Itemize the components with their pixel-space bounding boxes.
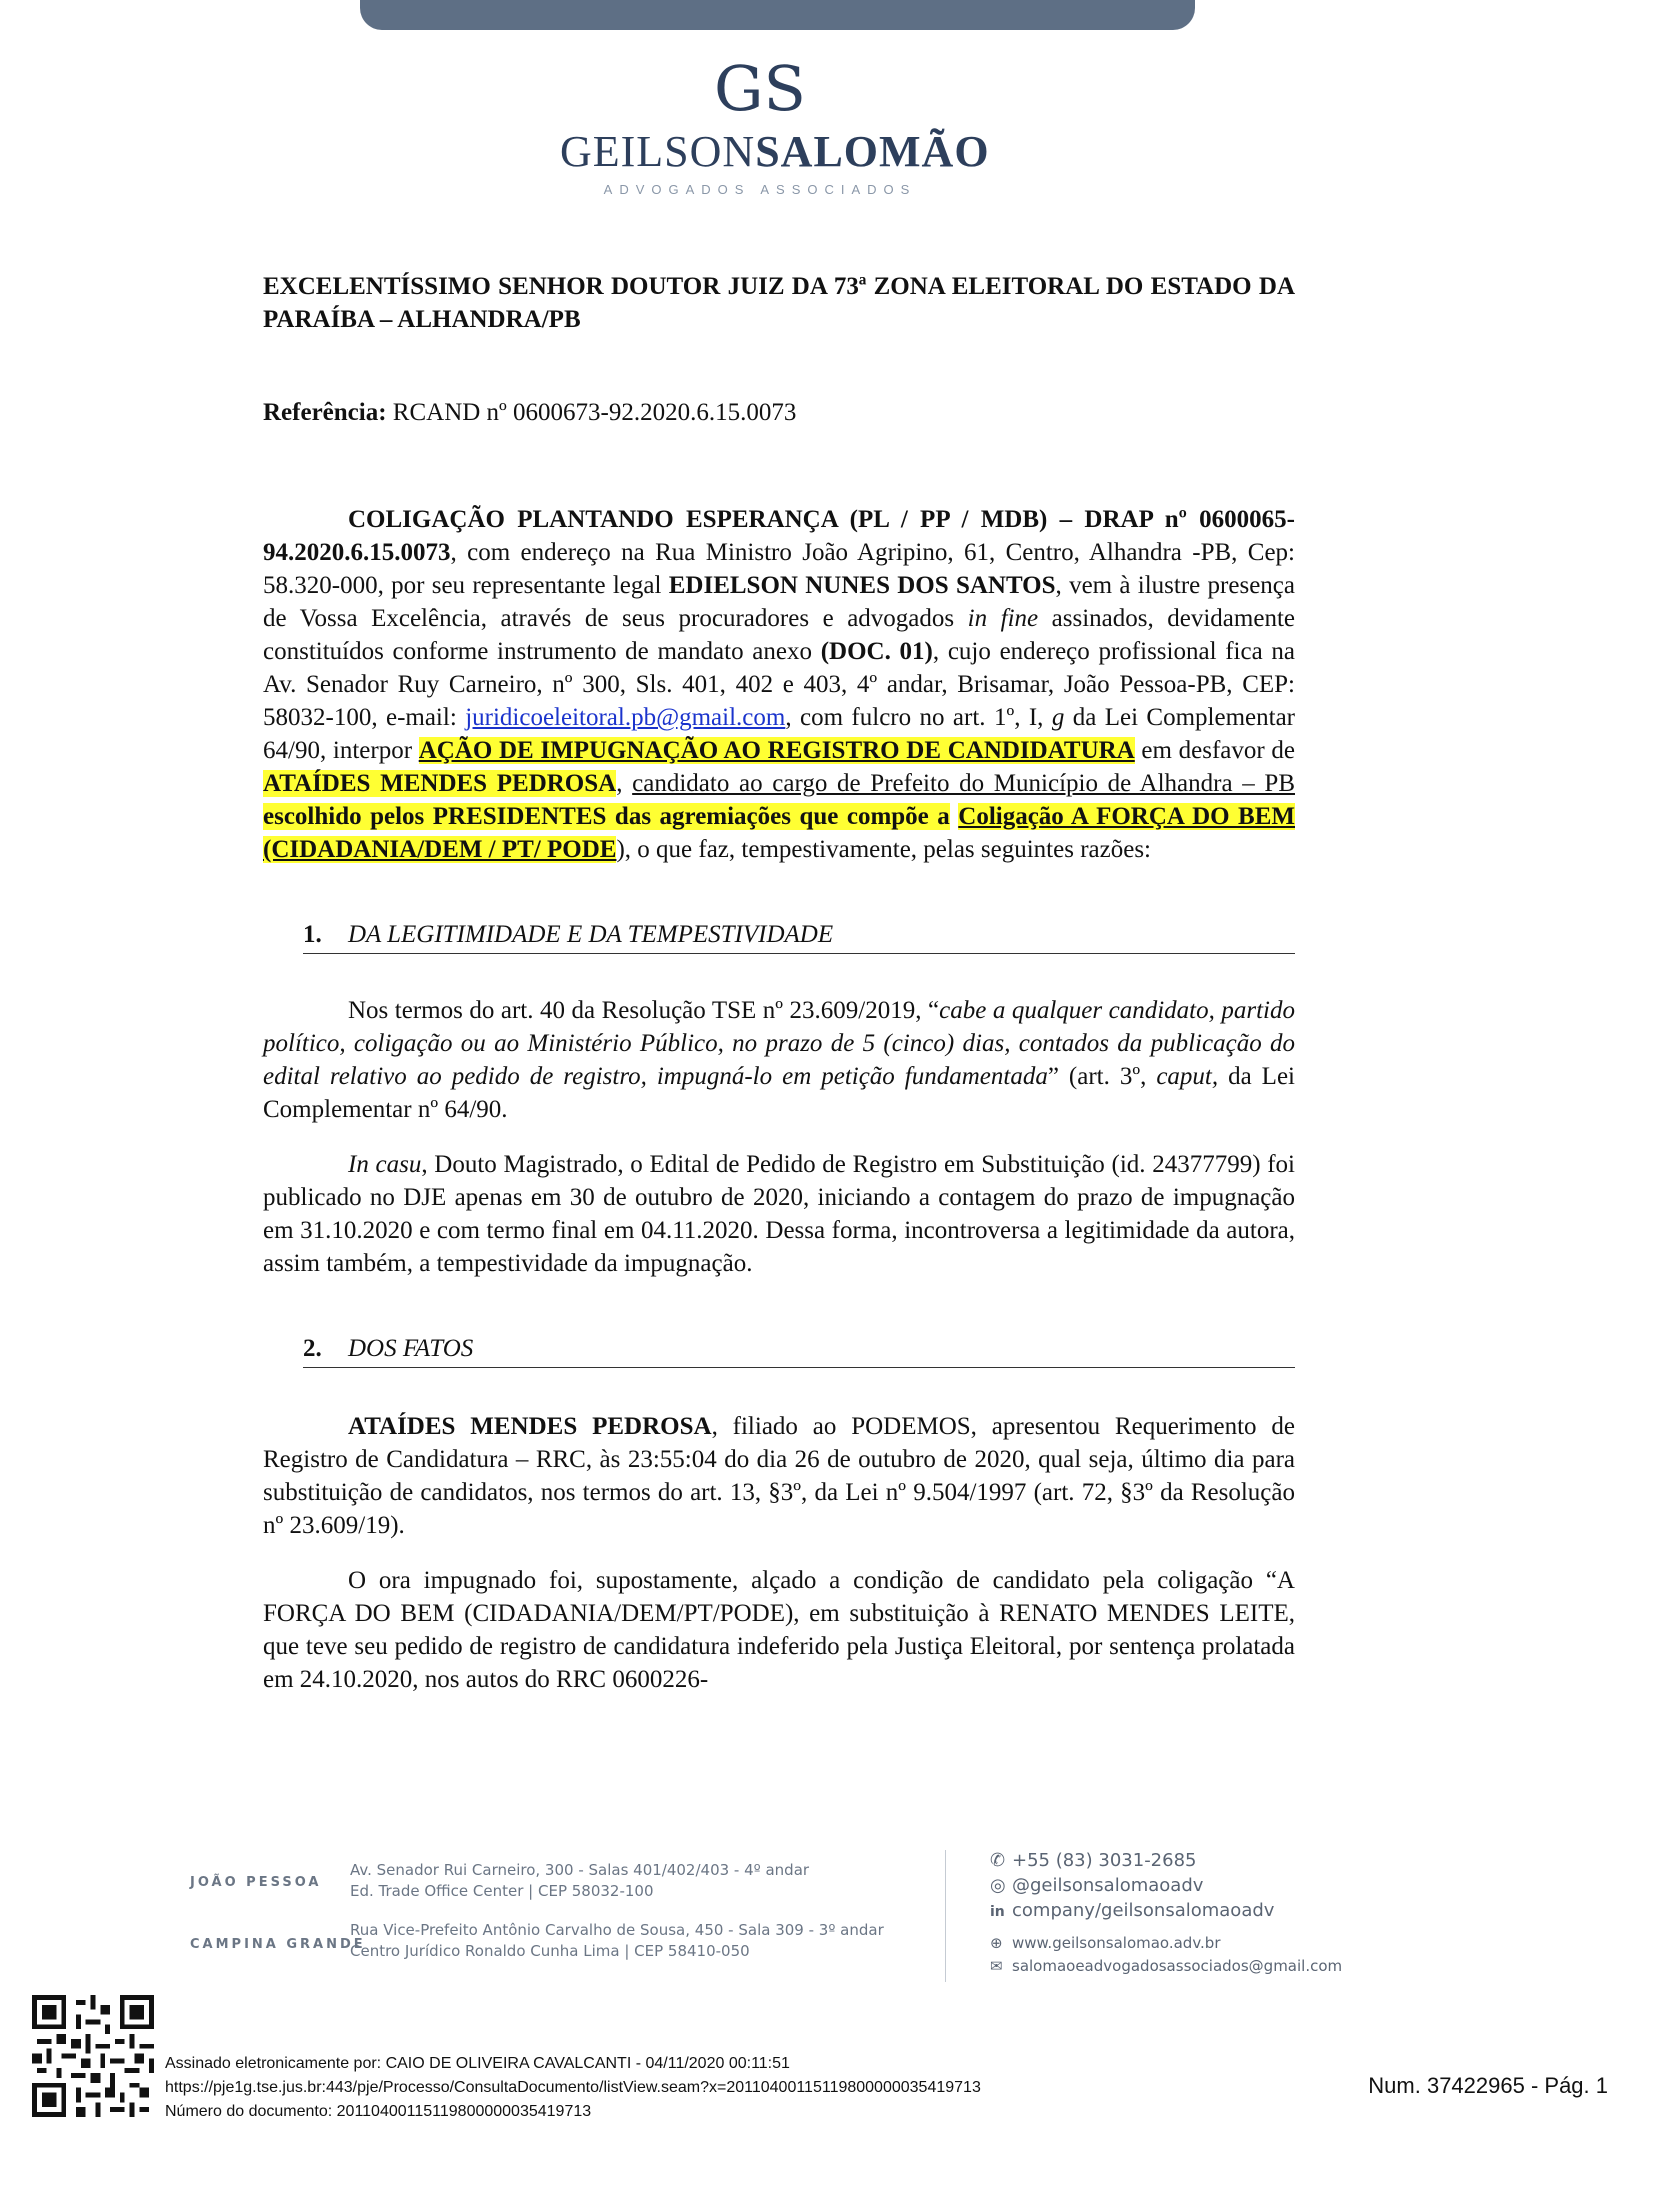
footer-divider: [945, 1850, 946, 1982]
highlight-defendant: ATAÍDES MENDES PEDROSA: [263, 770, 617, 797]
document-number: Número do documento: 20110400115119800000035419713: [165, 2103, 592, 2120]
section2-paragraph2: O ora impugnado foi, supostamente, alçado a condição de candidato pela coligação “A FORÇA DO BEM (CIDADANIA/DEM/PT/PODE), em substituição à RENATO MENDES LEITE, que teve seu pedido de registro de candidatura indeferido pela Justiça Eleitoral, por sentença prolatada em 24.10.2020, nos autos do RRC 0600226-: [263, 1567, 1295, 1693]
document-body: [263, 270, 1295, 1696]
highlight-coalition: Coligação A FORÇA DO BEM (CIDADANIA/DEM / PT/ PODE: [263, 803, 1295, 863]
firm-logo: [560, 52, 990, 197]
address-joao-pessoa: Av. Senador Rui Carneiro, 300 - Salas 401/402/403 - 4º andar Ed. Trade Office Center | CEP 58032-100: [350, 1861, 810, 1900]
instagram-icon: ◎: [990, 1875, 1006, 1896]
addressee-heading: EXCELENTÍSSIMO SENHOR DOUTOR JUIZ DA 73ª ZONA ELEITORAL DO ESTADO DA PARAÍBA – ALHANDRA/PB: [263, 273, 1295, 333]
instagram-contact: ◎ @geilsonsalomaoadv: [990, 1875, 1204, 1896]
globe-icon: ⊕: [990, 1934, 1003, 1952]
signature-signer: Assinado eletronicamente por: CAIO DE OLIVEIRA CAVALCANTI - 04/11/2020 00:11:51: [165, 2055, 790, 2072]
letterhead-footer: [190, 1850, 1450, 1990]
intro-paragraph: COLIGAÇÃO PLANTANDO ESPERANÇA (PL / PP / MDB) – DRAP nº 0600065-94.2020.6.15.0073, com endereço na Rua Ministro João Agripino, 61, Centro, Alhandra -PB, Cep: 58.320-000, por seu representante legal EDIELSON NUNES DOS SANTOS, vem à ilustre presença de Vossa Excelência, através de seus procuradores e advogados in fine assinados, devidamente constituídos conforme instrumento de mandato anexo (DOC. 01), cujo endereço profissional fica na Av. Senador Ruy Carneiro, nº 300, Sls. 401, 402 e 403, 4º andar, Brisamar, João Pessoa-PB, CEP: 58032-100, e-mail: juridicoeleitoral.pb@gmail.com, com fulcro no art. 1º, I, g da Lei Complementar 64/90, interpor AÇÃO DE IMPUGNAÇÃO AO REGISTRO DE CANDIDATURA em desfavor de ATAÍDES MENDES PEDROSA, candidato ao cargo de Prefeito do Município de Alhandra – PB escolhido pelos PRESIDENTES das agremiações que compõe a Coligação A FORÇA DO BEM (CIDADANIA/DEM / PT/ PODE), o que faz, tempestivamente, pelas seguintes razões:: [263, 506, 1295, 863]
city-joao-pessoa: JOÃO PESSOA: [190, 1875, 322, 1890]
logo-subtitle: ADVOGADOS ASSOCIADOS: [603, 182, 917, 197]
page-number: Num. 37422965 - Pág. 1: [1368, 2073, 1608, 2098]
section1-paragraph1: Nos termos do art. 40 da Resolução TSE nº 23.609/2019, “cabe a qualquer candidato, partido político, coligação ou ao Ministério Público, no prazo de 5 (cinco) dias, contados da publicação do edital relativo ao pedido de registro, impugná-lo em petição fundamentada” (art. 3º, caput, da Lei Complementar nº 64/90.: [263, 997, 1295, 1123]
section2-paragraph1: ATAÍDES MENDES PEDROSA, filiado ao PODEMOS, apresentou Requerimento de Registro de Candidatura – RRC, às 23:55:04 do dia 26 de outubro de 2020, qual seja, último dia para substituição de candidatos, nos termos do art. 13, §3º, da Lei nº 9.504/1997 (art. 72, §3º da Resolução nº 23.609/19).: [263, 1413, 1295, 1539]
electronic-signature: [165, 2052, 981, 2124]
section-heading-1: 1. DA LEGITIMIDADE E DA TEMPESTIVIDADE: [303, 918, 1295, 954]
email-contact: ✉ salomaoeadvogadosassociados@gmail.com: [990, 1957, 1343, 1975]
top-banner: [360, 0, 1195, 30]
signature-url[interactable]: https://pje1g.tse.jus.br:443/pje/Processo/ConsultaDocumento/listView.seam?x=20110400115119800000035419713: [165, 2079, 981, 2096]
website-contact: ⊕ www.geilsonsalomao.adv.br: [990, 1934, 1221, 1952]
reference-line: Referência: RCAND nº 0600673-92.2020.6.15.0073: [263, 399, 797, 426]
phone-contact: ✆ +55 (83) 3031-2685: [990, 1850, 1197, 1871]
qr-code: [32, 1995, 154, 2117]
logo-monogram: GS: [713, 52, 806, 125]
highlight-presidents: escolhido pelos PRESIDENTES das agremiações que compõe a: [263, 803, 950, 830]
email-link[interactable]: juridicoeleitoral.pb@gmail.com: [465, 704, 786, 731]
mail-icon: ✉: [990, 1957, 1003, 1975]
linkedin-contact: in company/geilsonsalomaoadv: [990, 1900, 1275, 1921]
highlight-action: AÇÃO DE IMPUGNAÇÃO AO REGISTRO DE CANDIDATURA: [418, 737, 1135, 764]
linkedin-icon: in: [990, 1904, 1005, 1920]
section-heading-2: 2. DOS FATOS: [303, 1332, 1295, 1368]
phone-icon: ✆: [990, 1850, 1006, 1871]
city-campina-grande: CAMPINA GRANDE: [190, 1937, 366, 1952]
section1-paragraph2: In casu, Douto Magistrado, o Edital de Pedido de Registro em Substituição (id. 24377799) foi publicado no DJE apenas em 30 de outubro de 2020, iniciando a contagem do prazo de impugnação em 31.10.2020 e com termo final em 04.11.2020. Dessa forma, incontroversa a legitimidade da autora, assim também, a tempestividade da impugnação.: [263, 1151, 1295, 1277]
logo-name: GEILSONSALOMÃO: [560, 127, 990, 176]
address-campina-grande: Rua Vice-Prefeito Antônio Carvalho de Sousa, 450 - Sala 309 - 3º andar Centro Jurídico Ronaldo Cunha Lima | CEP 58410-050: [350, 1921, 884, 1960]
